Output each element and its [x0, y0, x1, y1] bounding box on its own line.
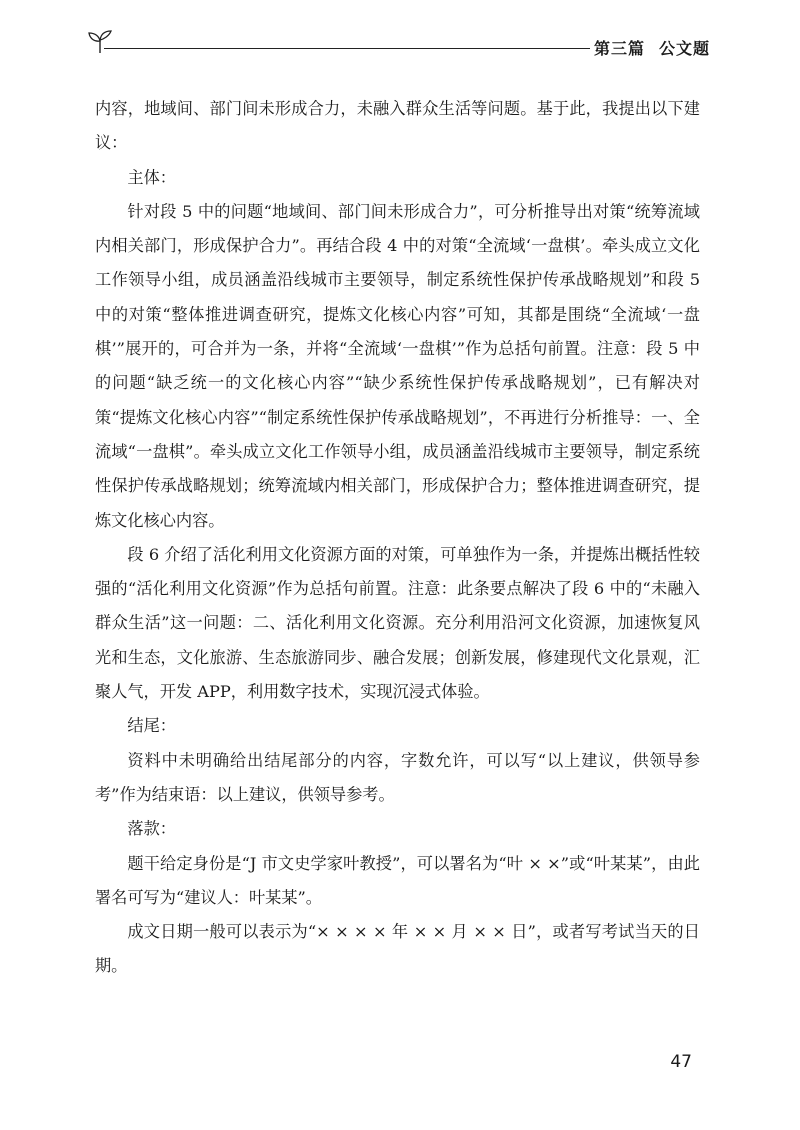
- header-rule: [104, 48, 590, 49]
- paragraph-body-1: 针对段 5 中的问题“地域间、部门间未形成合力”，可分析推导出对策“统筹流域内相关部门，形成保护合力”。再结合段 4 中的对策“全流域‘一盘棋’。牵头成立文化工作领导小组，成员涵盖沿线城市主要领导，制定系统性保护传承战略规划”和段 5 中的对策“整体推进调查研究，提炼文化核心内容”可知，其都是围绕“全流域‘一盘棋’”展开的，可合并为一条，并将“全流域‘一盘棋’”作为总括句前置。注意：段 5 中的问题“缺乏统一的文化核心内容”“缺少系统性保护传承战略规划”，已有解决对策“提炼文化核心内容”“制定系统性保护传承战略规划”，不再进行分析推导：一、全流域“一盘棋”。牵头成立文化工作领导小组，成员涵盖沿线城市主要领导，制定系统性保护传承战略规划；统筹流域内相关部门，形成保护合力；整体推进调查研究，提炼文化核心内容。: [95, 201, 700, 530]
- heading-signature: 落款：: [127, 819, 176, 839]
- paragraph-body-2: 段 6 介绍了活化利用文化资源方面的对策，可单独作为一条，并提炼出概括性较强的“活化利用文化资源”作为总括句前置。注意：此条要点解决了段 6 中的“未融入群众生活”这一问题：二、活化利用文化资源。充分利用沿河文化资源，加速恢复风光和生态，文化旅游、生态旅游同步、融合发展；创新发展，修建现代文化景观，汇聚人气，开发 APP，利用数字技术，实现沉浸式体验。: [95, 544, 700, 702]
- paragraph-signature: 题干给定身份是“J 市文史学家叶教授”，可以署名为“叶 × ×”或“叶某某”，由此署名可写为“建议人：叶某某”。: [95, 853, 700, 907]
- header-title: [594, 36, 710, 59]
- header-section: 第三篇: [593, 39, 645, 58]
- page-header: [70, 28, 710, 68]
- header-chapter: 公文题: [658, 39, 710, 58]
- page-number: 47: [670, 1052, 692, 1072]
- page-body: [95, 92, 700, 984]
- paragraph-intro: 内容，地域间、部门间未形成合力，未融入群众生活等问题。基于此，我提出以下建议：: [95, 99, 700, 153]
- sprout-icon: [86, 30, 114, 54]
- heading-ending: 结尾：: [127, 716, 176, 736]
- heading-body: 主体：: [127, 167, 176, 187]
- paragraph-date: 成文日期一般可以表示为“× × × × 年 × × 月 × × 日”，或者写考试当天的日期。: [95, 922, 700, 976]
- paragraph-ending: 资料中未明确给出结尾部分的内容，字数允许，可以写“以上建议，供领导参考”作为结束语：以上建议，供领导参考。: [95, 750, 700, 804]
